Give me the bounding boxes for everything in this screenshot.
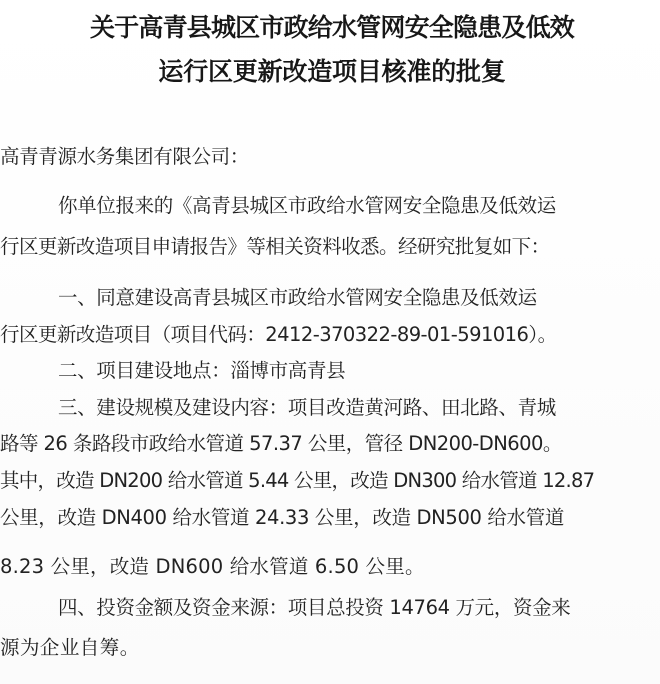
salutation: 高青青源水务集团有限公司： [0,145,249,168]
body-line-1: 你单位报来的《高青县城区市政给水管网安全隐患及低效运 [58,194,556,217]
approval-item-4-line-2: 源为企业自筹。 [0,636,140,659]
approval-item-1-line-1: 一、同意建设高青县城区市政给水管网安全隐患及低效运 [58,286,537,309]
approval-item-3-line-5: 8.23 公里，改造 DN600 给水管道 6.50 公里。 [0,555,425,578]
approval-item-3-line-3: 其中，改造 DN200 给水管道 5.44 公里，改造 DN300 给水管道 12.87 [0,469,595,492]
title-line-2: 运行区更新改造项目核准的批复 [158,57,506,86]
approval-item-1-line-2: 行区更新改造项目（项目代码：2412-370322-89-01-591016）。 [0,323,557,346]
approval-item-3-line-1: 三、建设规模及建设内容：项目改造黄河路、田北路、青城 [58,396,556,419]
body-line-2: 行区更新改造项目申请报告》等相关资料收悉。经研究批复如下： [0,235,550,258]
title-line-1: 关于高青县城区市政给水管网安全隐患及低效 [89,13,574,42]
approval-item-3-line-4: 公里，改造 DN400 给水管道 24.33 公里，改造 DN500 给水管道 [0,506,565,529]
approval-item-3-line-2: 路等 26 条路段市政给水管道 57.37 公里，管径 DN200-DN600。 [0,432,562,455]
approval-item-4-line-1: 四、投资金额及资金来源：项目总投资 14764 万元，资金来 [58,596,571,619]
approval-item-2: 二、项目建设地点：淄博市高青县 [58,359,346,382]
